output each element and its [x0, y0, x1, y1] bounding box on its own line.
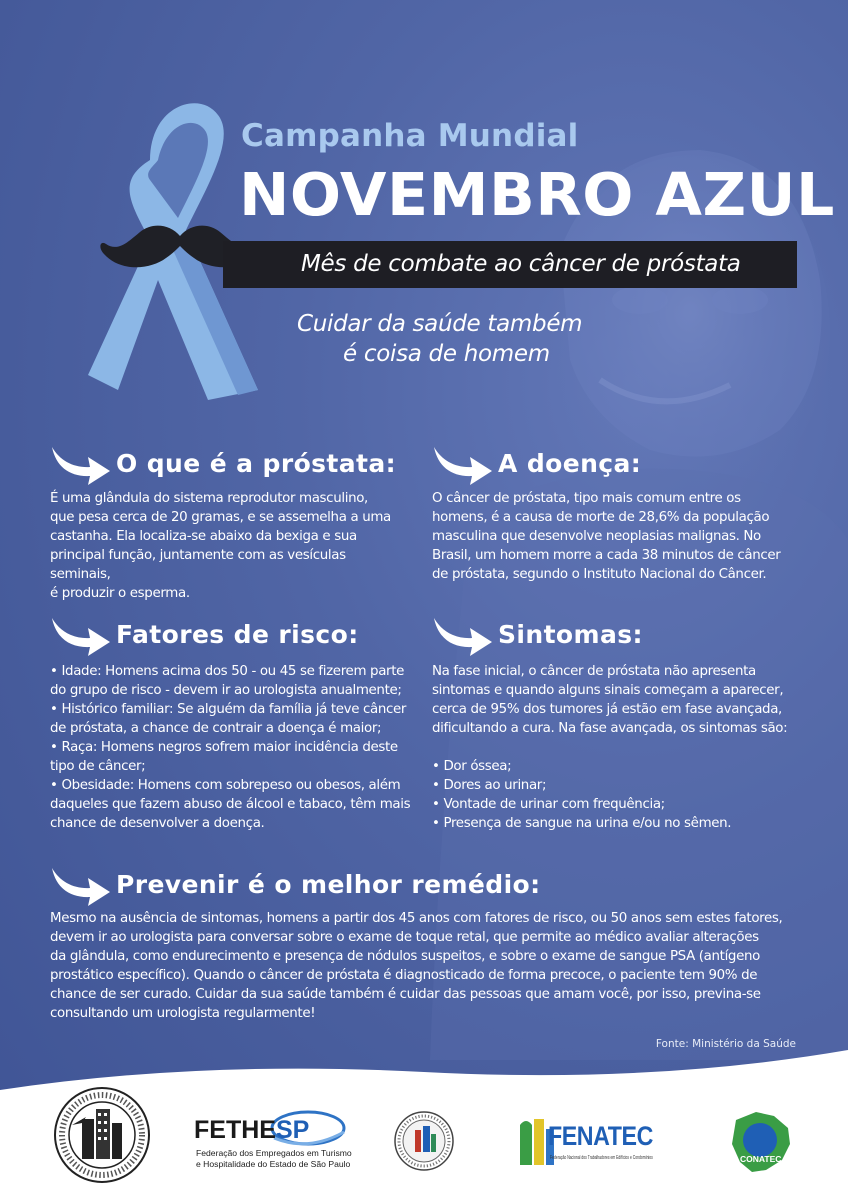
body-line: dificultando a cura. Na fase avançada, os sintomas são:	[432, 721, 788, 736]
arrow-icon	[432, 612, 494, 658]
fenatec-name: FENATEC	[548, 1121, 653, 1151]
body-line: • Obesidade: Homens com sobrepeso ou obesos, além	[50, 778, 401, 793]
body-line: Brasil, um homem morre a cada 38 minutos de câncer	[432, 548, 781, 563]
page-title: NOVEMBRO AZUL	[239, 160, 835, 229]
body-line: de próstata, a chance de contrair a doença é maior;	[50, 721, 382, 736]
arrow-icon	[50, 612, 112, 658]
campaign-label: Campanha Mundial	[241, 118, 579, 154]
union-seal-logo	[52, 1085, 152, 1185]
list-item: • Dor óssea;	[432, 759, 512, 774]
body-line: masculina que desenvolve neoplasias malignas. No	[432, 529, 761, 544]
fethesp-name-part2: SP	[275, 1116, 310, 1144]
spacer	[432, 738, 802, 757]
body-line: castanha. Ela localiza-se abaixo da bexiga e sua	[50, 529, 357, 544]
section-body	[432, 662, 802, 833]
fethesp-logo	[190, 1108, 360, 1178]
body-line: de próstata, segundo o Instituto Nacional do Câncer.	[432, 567, 767, 582]
section-title: Fatores de risco:	[116, 620, 359, 649]
brazil-map-icon	[726, 1108, 796, 1178]
body-line: daqueles que fazem abuso de álcool e tabaco, têm mais	[50, 797, 411, 812]
section-body	[50, 662, 420, 833]
body-line: É uma glândula do sistema reprodutor masculino,	[50, 491, 368, 506]
section-title: O que é a próstata:	[116, 449, 397, 478]
body-line: que pesa cerca de 20 gramas, e se assemelha a uma	[50, 510, 391, 525]
body-line: é produzir o esperma.	[50, 586, 190, 601]
body-line: chance de ser curado. Cuidar da sua saúde também é cuidar das pessoas que amam você, por isso, previna-se	[50, 987, 761, 1002]
body-line: do grupo de risco - devem ir ao urologista anualmente;	[50, 683, 402, 698]
fethesp-line-1: Federação dos Empregados em Turismo	[196, 1148, 352, 1158]
fenatec-logo	[516, 1115, 676, 1175]
body-line: • Raça: Homens negros sofrem maior incidência deste	[50, 740, 398, 755]
section-title: Sintomas:	[498, 620, 643, 649]
conatec-name: CONATEC	[740, 1154, 782, 1164]
body-line: da glândula, como endurecimento e presença de nódulos suspeitos, e sobre o exame de sangue PSA (antígeno	[50, 949, 760, 964]
body-line: consultando um urologista regularmente!	[50, 1006, 316, 1021]
slogan	[297, 309, 617, 369]
section-sintomas	[432, 612, 802, 833]
arrow-icon	[432, 441, 494, 487]
fethesp-name	[194, 1116, 309, 1145]
section-title: A doença:	[498, 449, 642, 478]
section-header	[50, 441, 410, 491]
section-prevenir	[50, 862, 810, 1023]
body-line: principal função, juntamente com as vesículas seminais,	[50, 548, 346, 582]
subtitle: Mês de combate ao câncer de próstata	[301, 251, 741, 277]
section-body	[50, 909, 810, 1023]
body-line: • Histórico familiar: Se alguém da família já teve câncer	[50, 702, 407, 717]
slogan-line-1: Cuidar da saúde também	[297, 311, 583, 337]
section-body	[50, 489, 410, 603]
body-line: homens, é a causa de morte de 28,6% da população	[432, 510, 770, 525]
section-header	[50, 612, 420, 662]
body-line: devem ir ao urologista para conversar sobre o exame de toque retal, que permite ao médico avaliar alterações	[50, 930, 759, 945]
arrow-icon	[50, 441, 112, 487]
body-line: cerca de 95% dos tumores já estão em fase avançada,	[432, 702, 782, 717]
body-line: O câncer de próstata, tipo mais comum entre os	[432, 491, 741, 506]
fethesp-name-part1: FETHE	[194, 1116, 276, 1144]
body-line: tipo de câncer;	[50, 759, 146, 774]
conatec-logo	[726, 1108, 796, 1178]
section-doenca	[432, 441, 802, 584]
section-header	[432, 612, 802, 662]
federation-emblem-logo	[393, 1110, 455, 1172]
subtitle-bar	[223, 241, 797, 288]
body-line: Na fase inicial, o câncer de próstata não apresenta	[432, 664, 756, 679]
body-line: • Idade: Homens acima dos 50 - ou 45 se fizerem parte	[50, 664, 404, 679]
fenatec-subtitle: Federação Nacional dos Trabalhadores em Edifícios e Condomínios	[550, 1155, 653, 1161]
fethesp-line-2: e Hospitalidade do Estado de São Paulo	[196, 1159, 351, 1169]
arrow-icon	[50, 862, 112, 908]
list-item: • Vontade de urinar com frequência;	[432, 797, 665, 812]
fethesp-subtitle	[196, 1148, 352, 1170]
section-header	[50, 862, 810, 912]
section-body	[432, 489, 802, 584]
section-prostata	[50, 441, 410, 603]
list-item: • Presença de sangue na urina e/ou no sêmen.	[432, 816, 732, 831]
section-header	[432, 441, 802, 491]
slogan-line-2: é coisa de homem	[343, 341, 550, 367]
body-line: sintomas e quando alguns sinais começam a aparecer,	[432, 683, 784, 698]
body-line: Mesmo na ausência de sintomas, homens a partir dos 45 anos com fatores de risco, ou 50 anos sem estes fatores,	[50, 911, 783, 926]
body-line: chance de desenvolver a doença.	[50, 816, 265, 831]
section-fatores	[50, 612, 420, 833]
source-note: Fonte: Ministério da Saúde	[655, 1038, 796, 1050]
section-title: Prevenir é o melhor remédio:	[116, 870, 541, 899]
body-line: prostático específico). Quando o câncer de próstata é diagnosticado de forma precoce, o paciente tem 90% de	[50, 968, 758, 983]
list-item: • Dores ao urinar;	[432, 778, 547, 793]
